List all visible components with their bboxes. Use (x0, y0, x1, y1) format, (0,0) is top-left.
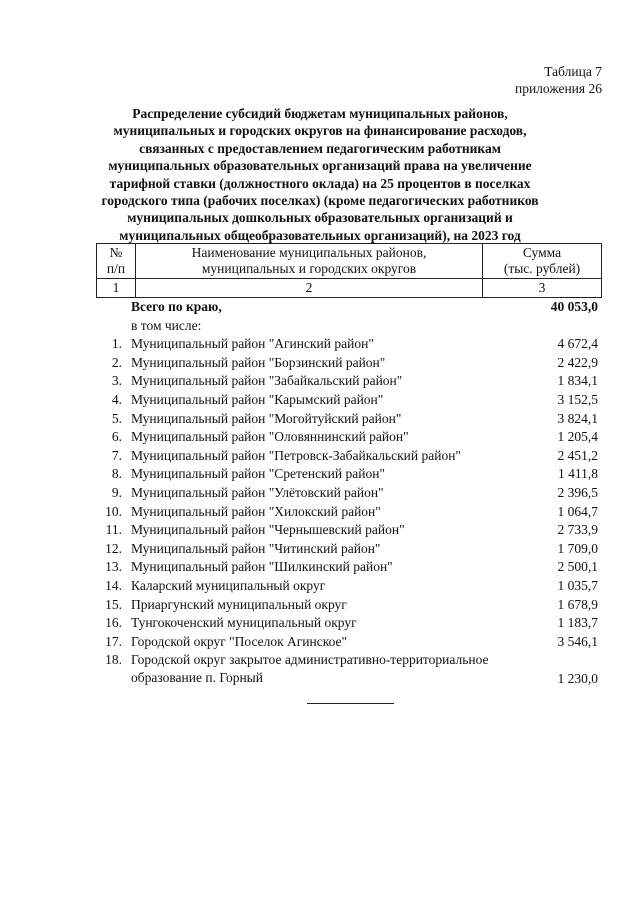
row-number: 16. (105, 615, 122, 631)
table-row (96, 410, 602, 429)
row-number: 10. (105, 503, 122, 519)
header-col-sum-line2: (тыс. рублей) (503, 261, 581, 276)
row-value: 2 422,9 (557, 354, 598, 370)
index-col-2: 2 (136, 279, 483, 298)
table-row (96, 558, 602, 577)
row-name: Муниципальный район "Забайкальский район" (131, 373, 403, 389)
row-name: Муниципальный район "Петровск-Забайкальский район" (131, 447, 461, 463)
row-name: Городской округ закрытое административно-территориальное образование п. Горный (131, 652, 489, 686)
table-row (96, 577, 602, 596)
row-name: Муниципальный район "Могойтуйский район" (131, 410, 402, 426)
table-row (96, 540, 602, 559)
index-col-1: 1 (97, 279, 136, 298)
header-col-name-line1: Наименование муниципальных районов, (191, 245, 427, 260)
table-row (96, 651, 602, 688)
total-value: 40 053,0 (550, 299, 598, 314)
table-row (96, 484, 602, 503)
header-row (97, 244, 602, 279)
table-reference (515, 63, 602, 97)
row-value: 2 733,9 (557, 522, 598, 538)
row-name: Муниципальный район "Борзинский район" (131, 354, 386, 370)
row-name: Муниципальный район "Читинский район" (131, 540, 381, 556)
row-name: Муниципальный район "Карымский район" (131, 391, 384, 407)
total-label: Всего по краю, (131, 299, 222, 314)
row-number: 12. (105, 540, 122, 556)
table-row (96, 428, 602, 447)
row-name: Муниципальный район "Шилкинский район" (131, 559, 393, 575)
header-col-sum-line1: Сумма (522, 245, 562, 260)
header-col-sum (483, 244, 602, 279)
row-value: 4 672,4 (557, 336, 598, 352)
row-value: 1 205,4 (557, 429, 598, 445)
row-value: 1 411,8 (558, 466, 598, 482)
row-name: Муниципальный район "Хилокский район" (131, 503, 381, 519)
table-body (96, 298, 602, 688)
row-name: Каларский муниципальный округ (131, 577, 326, 593)
table-row (96, 354, 602, 373)
row-number: 5. (111, 410, 122, 426)
index-col-3: 3 (483, 279, 602, 298)
row-name: Приаргунский муниципальный округ (131, 596, 347, 612)
table-row (96, 596, 602, 615)
header-col-name-line2: муниципальных и городских округов (201, 261, 417, 276)
row-value: 2 500,1 (557, 559, 598, 575)
row-number: 17. (105, 633, 122, 649)
header-col-num-line1: № (109, 245, 123, 260)
header-col-num-line2: п/п (106, 261, 126, 276)
row-value: 3 824,1 (557, 410, 598, 426)
row-number: 7. (111, 447, 122, 463)
row-name: Тунгокоченский муниципальный округ (131, 615, 357, 631)
row-number: 13. (105, 559, 122, 575)
table-row (96, 335, 602, 354)
row-value: 1 183,7 (557, 615, 598, 631)
row-value: 2 451,2 (557, 447, 598, 463)
header-col-name (136, 244, 483, 279)
table-row (96, 521, 602, 540)
closing-divider (307, 703, 394, 704)
subtotal-caption-row (96, 317, 602, 336)
row-name: Городской округ "Поселок Агинское" (131, 633, 348, 649)
row-number: 9. (111, 484, 122, 500)
subtotal-caption: в том числе: (131, 317, 202, 333)
table-row (96, 372, 602, 391)
row-value: 3 546,1 (557, 633, 598, 649)
row-number: 1. (111, 336, 122, 352)
row-value: 1 230,0 (557, 670, 598, 686)
row-number: 11. (105, 522, 122, 538)
row-value: 1 064,7 (557, 503, 598, 519)
table-row (96, 614, 602, 633)
row-name: Муниципальный район "Агинский район" (131, 336, 374, 352)
row-number: 18. (105, 652, 122, 668)
row-number: 3. (111, 373, 122, 389)
row-value: 1 834,1 (557, 373, 598, 389)
table-row (96, 503, 602, 522)
appendix-number: приложения 26 (514, 81, 602, 96)
row-number: 8. (111, 466, 122, 482)
table-row (96, 465, 602, 484)
row-name: Муниципальный район "Оловяннинский район" (131, 429, 409, 445)
row-number: 4. (111, 391, 122, 407)
row-value: 1 035,7 (557, 577, 598, 593)
table-row (96, 633, 602, 652)
row-name: Муниципальный район "Улётовский район" (131, 484, 384, 500)
header-col-num (97, 244, 136, 279)
table-row (96, 391, 602, 410)
table-header (96, 243, 602, 298)
row-name: Муниципальный район "Сретенский район" (131, 466, 385, 482)
document-title: Распределение субсидий бюджетам муниципальных районов, муниципальных и городских округов на финансирование расходов, связанных с предоставлением педагогическим работникам муниципальных образовательных организаций права на увеличение тарифной ставки (должностного оклада) на 25 процентов в поселках городского типа (рабочих поселках) (кроме педагогических работников муниципальных дошкольных образовательных организаций и муниципальных общеобразовательных организаций), на 2023 год (101, 106, 539, 243)
row-value: 1 678,9 (557, 596, 598, 612)
row-number: 6. (111, 429, 122, 445)
row-name: Муниципальный район "Чернышевский район" (131, 522, 405, 538)
total-row (96, 298, 602, 317)
table-number: Таблица 7 (544, 64, 602, 79)
index-row (97, 279, 602, 298)
row-number: 15. (105, 596, 122, 612)
row-number: 2. (111, 354, 122, 370)
row-number: 14. (105, 577, 122, 593)
row-value: 1 709,0 (557, 540, 598, 556)
row-value: 2 396,5 (557, 484, 598, 500)
row-value: 3 152,5 (557, 391, 598, 407)
table-row (96, 447, 602, 466)
